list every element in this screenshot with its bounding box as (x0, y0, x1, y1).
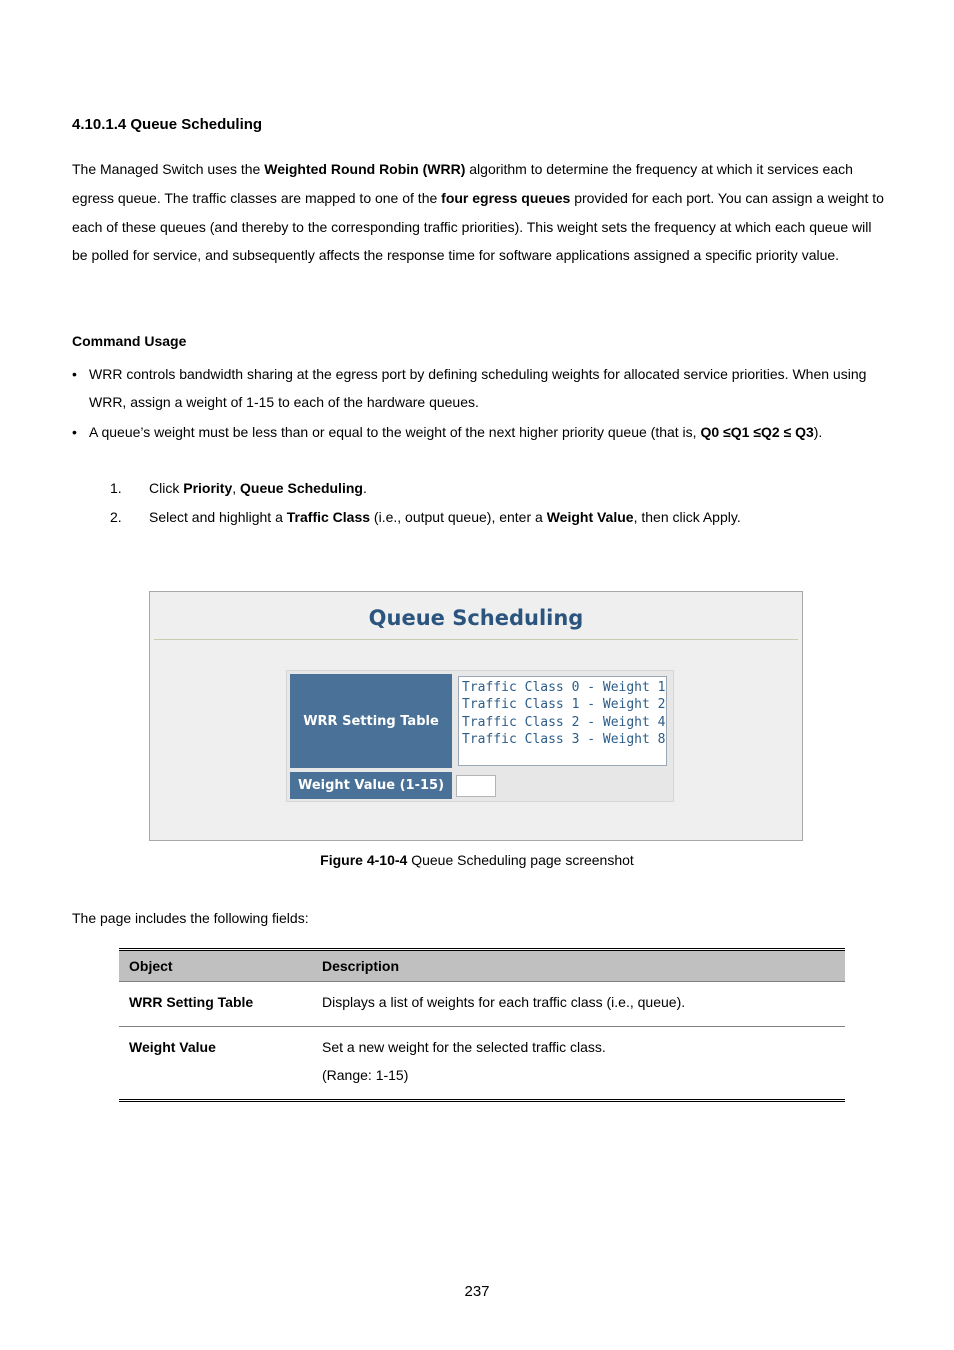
table-row (119, 1027, 845, 1100)
column-header-description: Description (312, 951, 845, 982)
figure-caption: Figure 4-10-4 Queue Scheduling page screenshot (320, 852, 634, 868)
fields-intro: The page includes the following fields: (72, 910, 309, 926)
table-row (119, 982, 845, 1027)
section-heading: 4.10.1.4 Queue Scheduling (72, 116, 263, 133)
object-cell: WRR Setting Table (119, 982, 312, 1027)
bullet-dot-icon: • (72, 366, 77, 382)
command-usage-list (72, 360, 887, 448)
table-header-row (119, 951, 845, 982)
weight-value-input[interactable] (456, 775, 496, 797)
step-item: 1. Click Priority, Queue Scheduling. (110, 480, 367, 496)
title-divider (154, 639, 798, 640)
bullet-dot-icon: • (72, 424, 77, 440)
wrr-setting-listbox[interactable] (458, 676, 667, 766)
description-cell: Set a new weight for the selected traffic class. (Range: 1-15) (322, 1039, 606, 1083)
bullet-item: • WRR controls bandwidth sharing at the egress port by defining scheduling weights for allocated service priorities. When using WRR, assign a weight of 1-15 to each of the hardware queues. (72, 360, 887, 416)
list-item[interactable]: Traffic Class 0 - Weight 1 (462, 680, 666, 695)
command-usage-title: Command Usage (72, 333, 187, 349)
steps-list (110, 474, 741, 532)
wrr-form (286, 670, 674, 802)
object-cell: Weight Value (129, 1039, 216, 1055)
column-header-object: Object (119, 951, 312, 982)
fields-table (119, 948, 845, 1102)
list-item[interactable]: Traffic Class 2 - Weight 4 (462, 714, 666, 730)
step-item: 2. Select and highlight a Traffic Class (i.e., output queue), enter a Weight Value, then click Apply. (110, 509, 741, 525)
weight-value-label: Weight Value (1-15) (290, 772, 452, 799)
queue-scheduling-screenshot (149, 591, 803, 841)
list-item[interactable]: Traffic Class 1 - Weight 2 (462, 697, 666, 713)
list-item[interactable]: Traffic Class 3 - Weight 8 (462, 732, 666, 748)
screenshot-title: Queue Scheduling (368, 606, 584, 630)
description-cell: Displays a list of weights for each traffic class (i.e., queue). (312, 982, 845, 1027)
bullet-item: • A queue’s weight must be less than or equal to the weight of the next higher priority queue (that is, Q0 ≤Q1 ≤Q2 ≤ Q3). (72, 418, 887, 446)
page-number: 237 (464, 1283, 490, 1300)
wrr-setting-table-label: WRR Setting Table (290, 674, 452, 768)
intro-paragraph: The Managed Switch uses the Weighted Round Robin (WRR) algorithm to determine the frequency at which it services each egress queue. The traffic classes are mapped to one of the four egress queues provided for each port. You can assign a weight to each of these queues (and thereby to the corresponding traffic priorities). This weight sets the frequency at which each queue will be polled for service, and subsequently affects the response time for software applications assigned a specific priority value. (72, 161, 884, 264)
